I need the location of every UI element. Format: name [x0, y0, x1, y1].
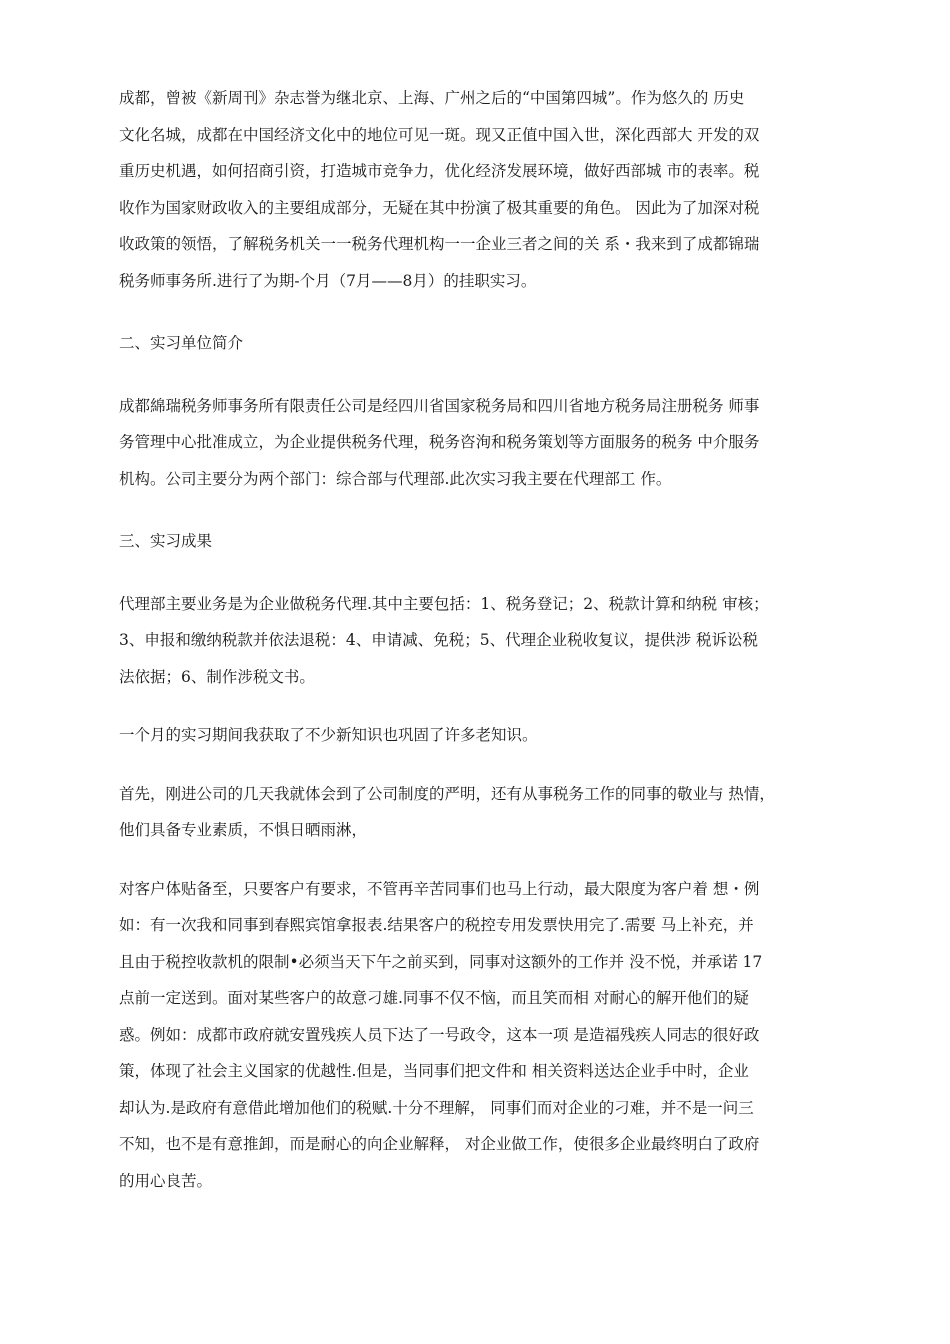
text-line: 他们具备专业素质，不惧日晒雨淋，	[119, 821, 368, 839]
text-line: 收政策的领悟，了解税务机关一一税务代理机构一一企业三者之间的关 系・我来到了成都锦瑞	[119, 235, 760, 253]
text-line: 税务师事务所.进行了为期-个月（7月——8月）的挂职实习。	[119, 271, 537, 290]
results-paragraph-summary	[119, 717, 839, 754]
intro-paragraph	[119, 80, 839, 299]
text-line: 成都綿瑞税务师事务所有限责任公司是经四川省国家税务局和四川省地方税务局注册税务 师事	[119, 396, 760, 415]
section-heading-results: 三、实习成果	[119, 532, 213, 550]
text-line: 对客户体贴备至，只要客户有要求，不管再辛苦同事们也马上行动，最大限度为客户着 想・例	[119, 879, 760, 898]
text-line: 点前一定送到。面对某些客户的故意刁雄.同事不仅不恼，而且笑而相 对耐心的解开他们的疑	[119, 989, 749, 1007]
text-line: 且由于税控收款机的限制•必须当天下午之前买到，同事对这额外的工作并 没不悦，并承诺 17	[119, 952, 763, 971]
text-line: 收作为国家财政收入的主要组成部分，无疑在其中扮演了极其重要的角色。 因此为了加深对税	[119, 198, 760, 217]
unit-intro-paragraph	[119, 388, 839, 498]
text-line: 一个月的实习期间我获取了不少新知识也巩固了许多老知识。	[119, 726, 538, 744]
text-line: 如：有一次我和同事到春熙宾馆拿报表.结果客户的税控专用发票快用完了.需要 马上补充，并	[119, 916, 754, 934]
text-line: 文化名城，成都在中国经济文化中的地位可见一斑。现又正值中国入世，深化西部大 开发的双	[119, 125, 760, 144]
section-heading-unit-intro: 二、实习单位简介	[119, 334, 244, 352]
text-line: 却认为.是政府有意借此增加他们的税赋.十分不理解， 同事们而对企业的刁难，并不是一问三	[119, 1098, 754, 1117]
text-line: 重历史机遇，如何招商引资，打造城市竞争力，优化经济发展环境，做好西部城 市的表率。税	[119, 162, 760, 180]
text-line: 务管理中心批准成立，为企业提供税务代理，税务咨洵和税务策划等方面服务的税务 中介服务	[119, 433, 760, 451]
results-paragraph-example	[119, 871, 839, 1200]
document-page	[119, 80, 839, 1199]
text-line: 不知，也不是有意推卸，而是耐心的向企业解释， 对企业做工作，使很多企业最终明白了政府	[119, 1135, 760, 1153]
text-line: 法依据；6、制作涉税文书。	[119, 667, 315, 686]
text-line: 3、申报和缴纳税款并依法退税：4、申请减、免税；5、代理企业税收复议，提供涉 税诉讼税	[119, 631, 759, 649]
text-line: 首先，刚进公司的几天我就体会到了公司制度的严明，还有从事税务工作的同事的敬业与 热情，	[119, 784, 775, 803]
text-line: 的用心良苦。	[119, 1171, 213, 1190]
text-line: 策，体现了社会主义国家的优越性.但是，当同事们把文件和 相关资料送达企业手中时，企业	[119, 1062, 749, 1080]
text-line: 代理部主要业务是为企业做税务代理.其中主要包括：1、税务登记；2、税款计算和纳税 审核；	[119, 594, 769, 613]
results-paragraph-first	[119, 776, 839, 849]
results-paragraph-business	[119, 586, 839, 696]
text-line: 惑。例如：成都市政府就安置残疾人员下达了一号政令，这本一项 是造福残疾人同志的很好政	[119, 1025, 760, 1044]
text-line: 机构。公司主要分为两个部门：综合部与代理部.此次实习我主要在代理部工 作。	[119, 469, 672, 488]
text-line: 成都，曾被《新周刊》杂志誉为继北京、上海、广州之后的“中国第四城”。作为悠久的 历史	[119, 89, 745, 107]
